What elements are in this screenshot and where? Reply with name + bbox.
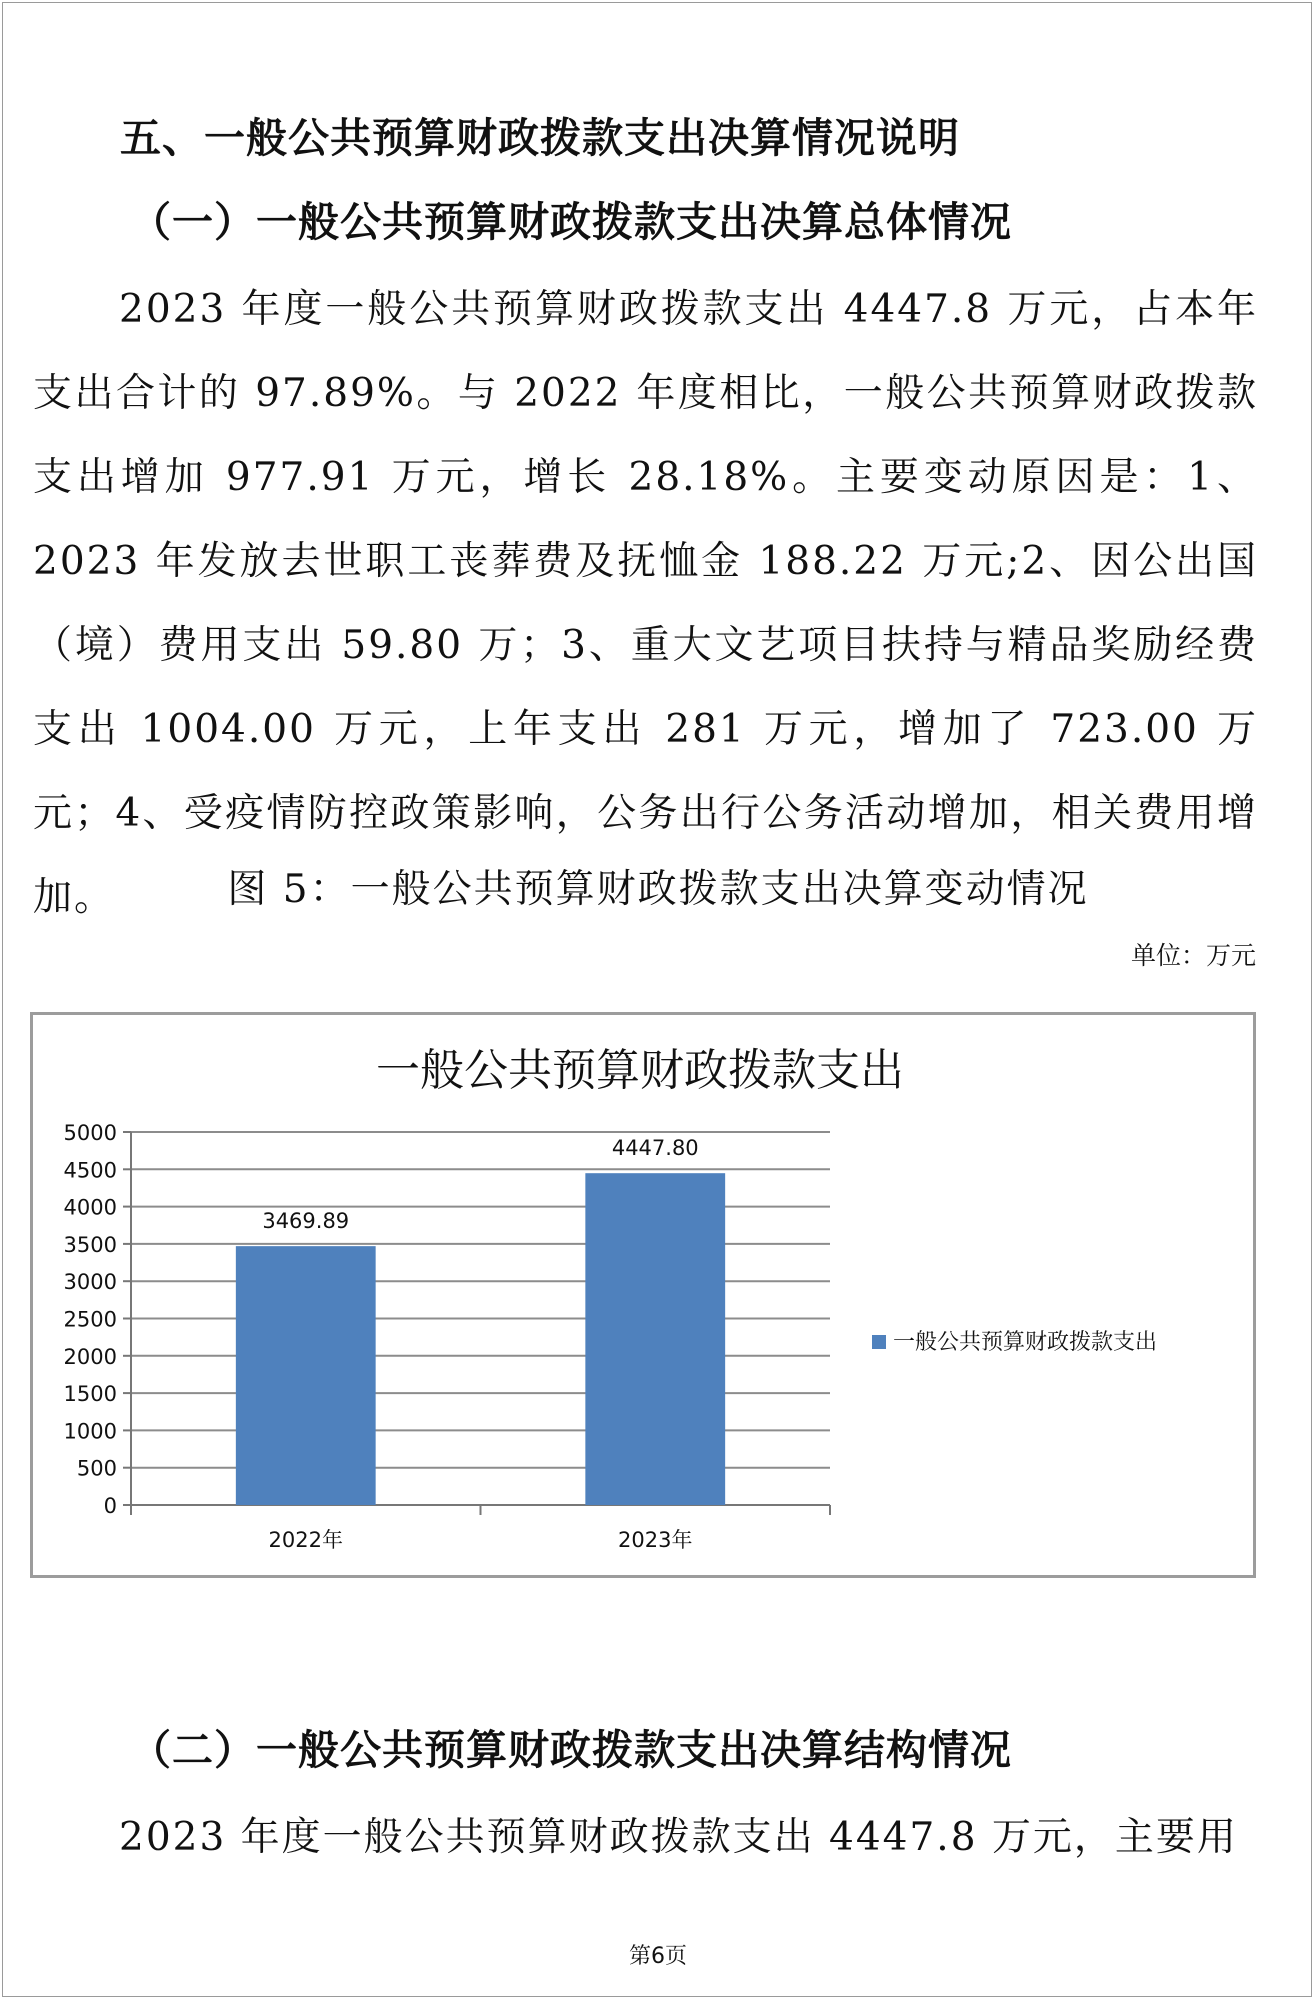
y-tick-label: 1000 (63, 1419, 117, 1444)
bar (585, 1173, 725, 1505)
data-label: 4447.80 (611, 1136, 699, 1161)
data-label: 3469.89 (262, 1209, 350, 1234)
y-tick-label: 3000 (63, 1270, 117, 1295)
bars (236, 1136, 725, 1505)
subsection-heading-overall: （一）一般公共预算财政拨款支出决算总体情况 (130, 198, 1012, 246)
structure-paragraph: 2023 年度一般公共预算财政拨款支出 4447.8 万元，主要用 (119, 1815, 1238, 1860)
y-tick-label: 5000 (63, 1121, 117, 1145)
unit-label: 单位：万元 (1130, 941, 1256, 970)
section-heading: 五、一般公共预算财政拨款支出决算情况说明 (120, 114, 960, 162)
figure-caption: 图 5：一般公共预算财政拨款支出决算变动情况 (227, 867, 1089, 912)
y-tick-label: 2000 (63, 1344, 117, 1369)
subsection-heading-structure: （二）一般公共预算财政拨款支出决算结构情况 (130, 1726, 1012, 1774)
legend-swatch (872, 1335, 886, 1349)
x-tick-label: 2022年 (268, 1528, 343, 1552)
chart-canvas (33, 1015, 1253, 1575)
overall-paragraph: 2023 年度一般公共预算财政拨款支出 4447.8 万元，占本年支出合计的 97.89%。与 2022 年度相比，一般公共预算财政拨款支出增加 977.91 万元，增长 28.18%。主要变动原因是：1、2023 年发放去世职工丧葬费及抚恤金 188.22 万元;2、因公出国（境）费用支出 59.80 万；3、重大文艺项目扶持与精品奖励经费支出 1004.00 万元，上年支出 281 万元，增加了 723.00 万元；4、受疫情防控政策影响，公务出行公务活动增加，相关费用增加。 (33, 287, 1258, 920)
bar-chart (30, 1012, 1256, 1578)
y-tick-label: 3500 (63, 1232, 117, 1257)
y-tick-label: 0 (103, 1494, 117, 1518)
page-number: 第6页 (629, 1944, 687, 1969)
x-tick-label: 2023年 (618, 1528, 693, 1552)
chart-title: 一般公共预算财政拨款支出 (376, 1045, 904, 1096)
y-tick-label: 4000 (63, 1195, 117, 1220)
y-tick-label: 4500 (63, 1158, 117, 1183)
y-tick-label: 1500 (63, 1382, 117, 1407)
legend (872, 1330, 1157, 1355)
y-tick-label: 2500 (63, 1307, 117, 1332)
legend-label: 一般公共预算财政拨款支出 (893, 1330, 1158, 1355)
y-tick-label: 500 (76, 1456, 117, 1481)
bar (236, 1246, 376, 1505)
